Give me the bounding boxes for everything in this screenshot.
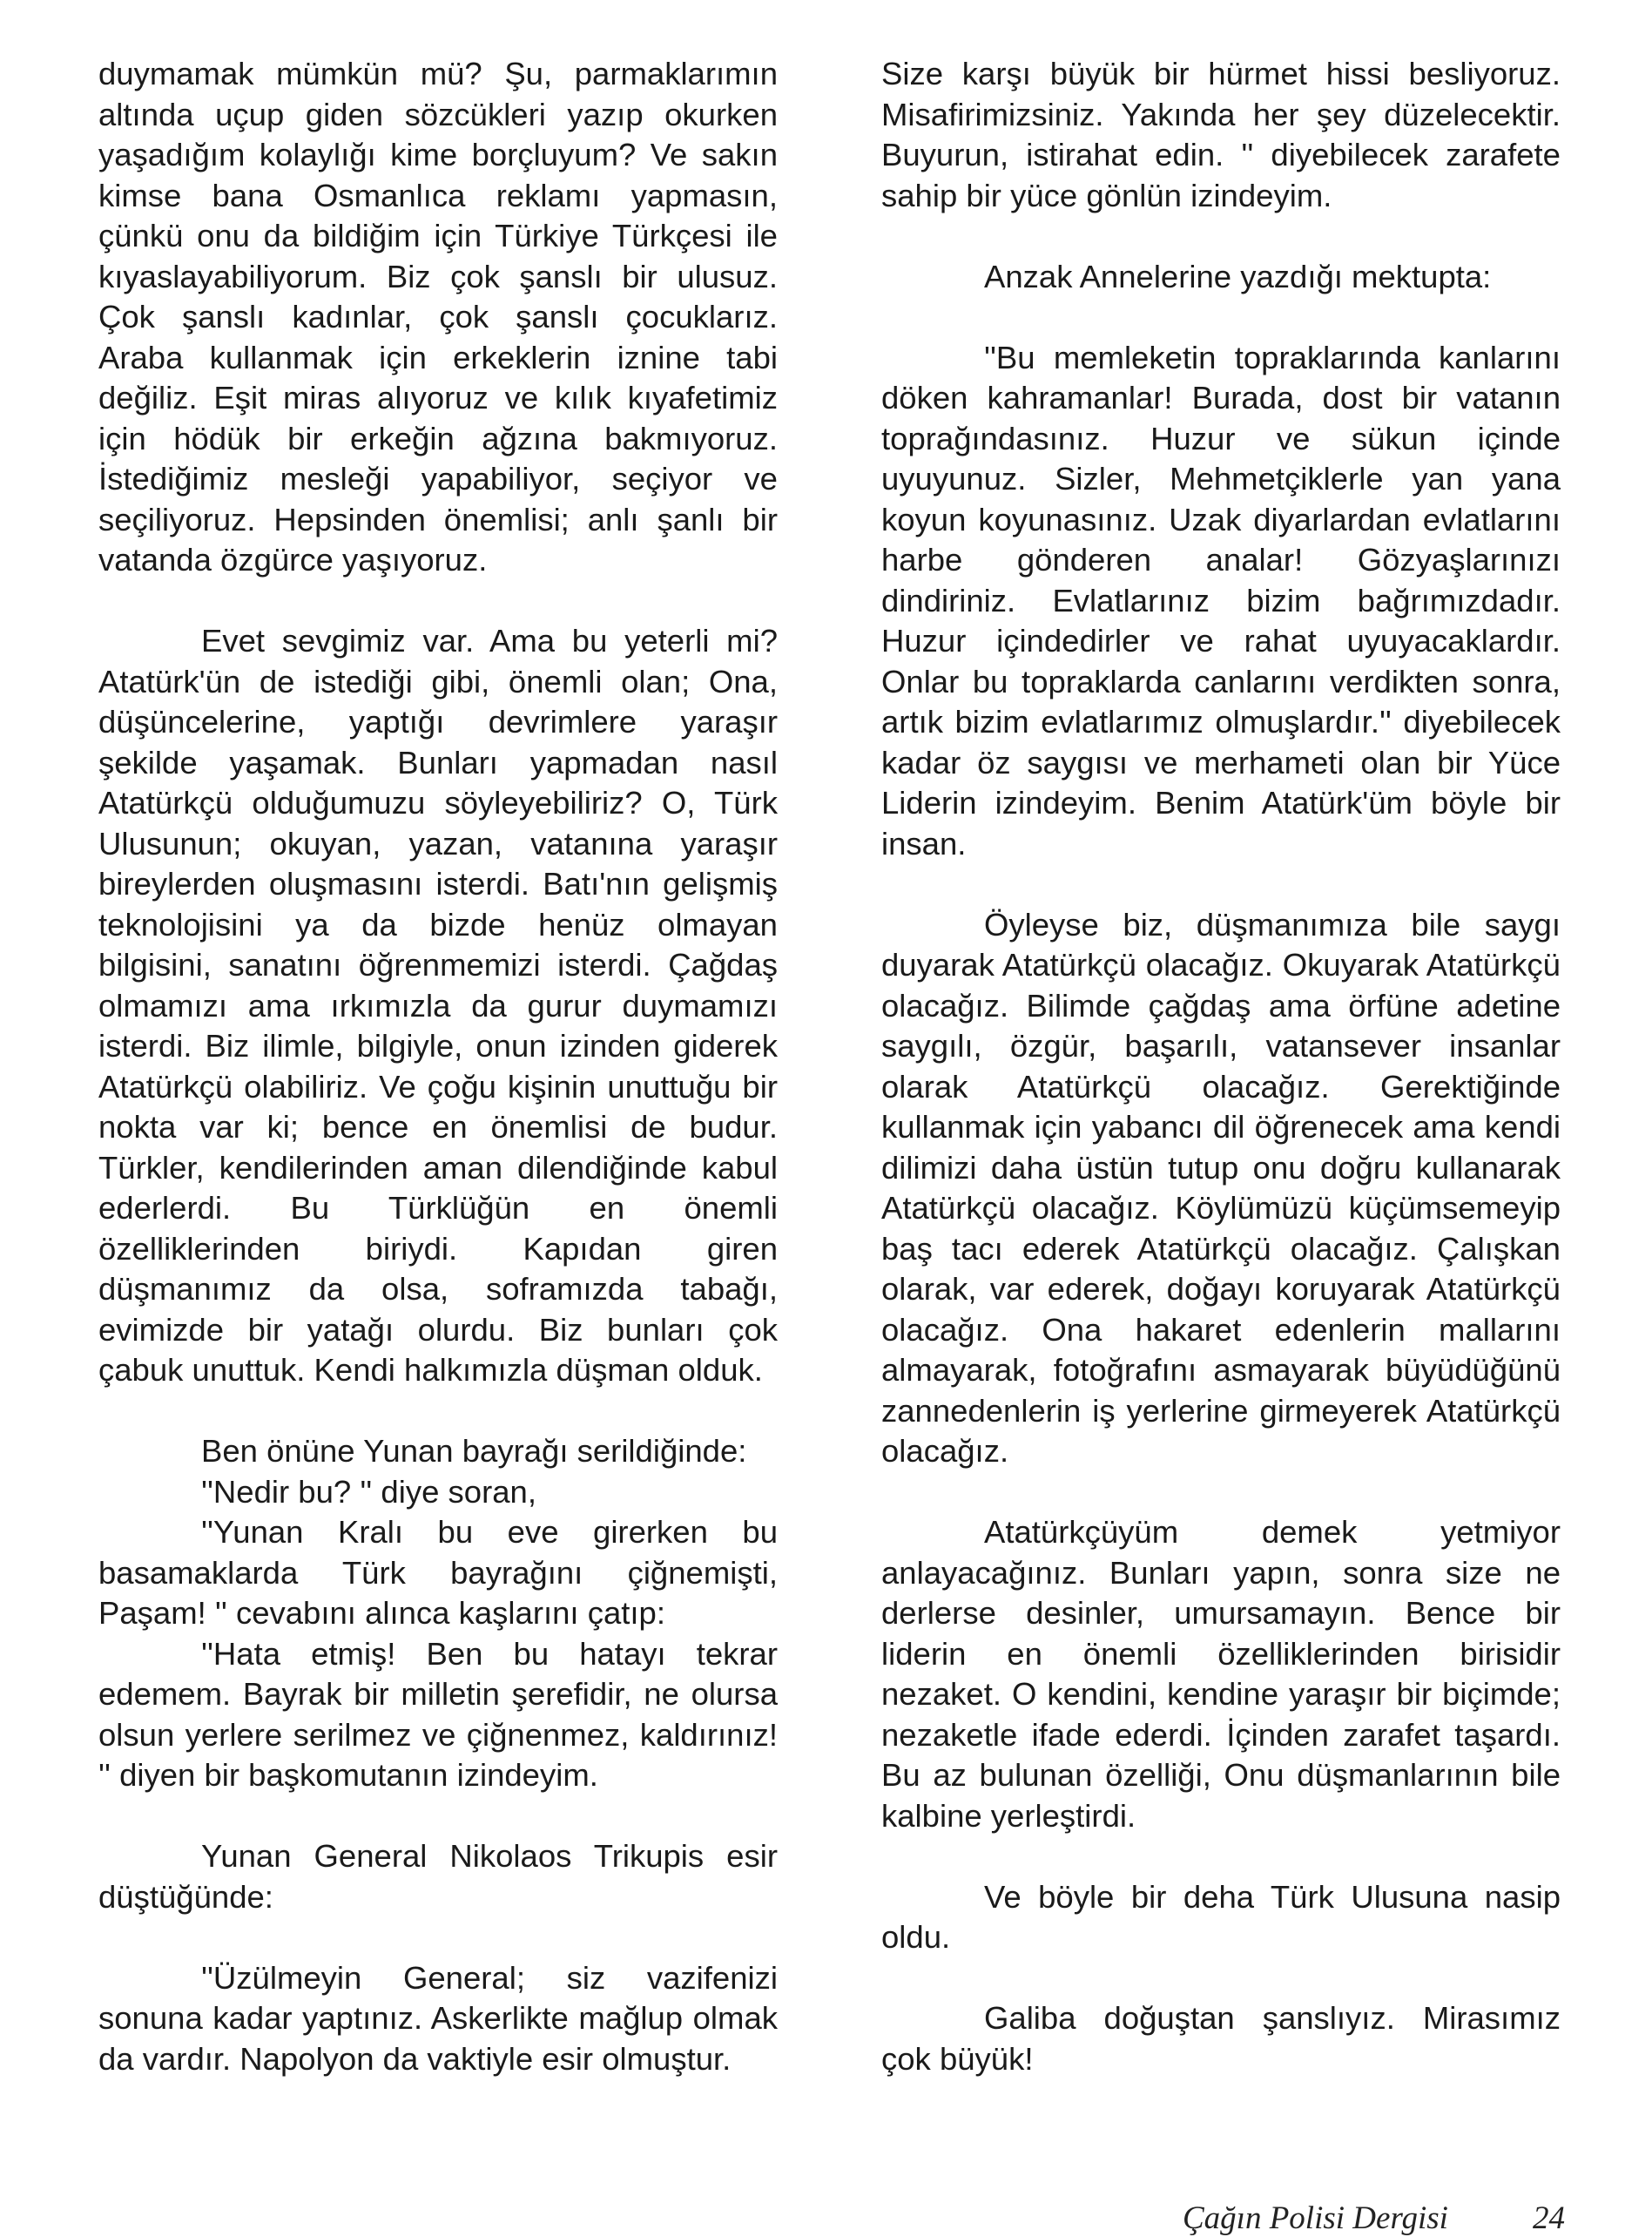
paragraph: Evet sevgimiz var. Ama bu yeterli mi? Atatürk'ün de istediği gibi, önemli olan; Ona, düşüncelerine, yaptığı devrimlere yaraşır şekilde yaşamak. Bunları yapmadan nasıl Atatürkçü olduğumuzu söyleyebiliriz? O, Türk Ulusunun; okuyan, yazan, vatanına yaraşır bireylerden oluşmasını isterdi. Batı'nın gelişmiş teknolojisini ya da bizde henüz olmayan bilgisini, sanatını öğrenmemizi isterdi. Çağdaş olmamızı ama ırkımızla da gurur duymamızı isterdi. Biz ilimle, bilgiyle, onun izinden giderek Atatürkçü olabiliriz. Ve çoğu kişinin unuttuğu bir nokta var ki; bence en önemlisi de budur. Türkler, kendilerinden aman dilendiğinde kabul ederlerdi. Bu Türklüğün en önemli özelliklerinden biriydi. Kapıdan giren düşmanımız da olsa, soframızda tabağı, evimizde bir yatağı olurdu. Biz bunları çok çabuk unuttuk. Kendi halkımızla düşman olduk. — [98, 623, 778, 1388]
paragraph: Yunan General Nikolaos Trikupis esir düştüğünde: — [98, 1838, 778, 1915]
paragraph: Öyleyse biz, düşmanımıza bile saygı duyarak Atatürkçü olacağız. Okuyarak Atatürkçü olacağız. Bilimde çağdaş ama örfüne adetine saygılı, özgür, başarılı, vatansever insanlar olarak Atatürkçü olacağız. Gerektiğinde kullanmak için yabancı dil öğrenecek ama kendi dilimizi daha üstün tutup onu doğru kullanarak Atatürkçü olacağız. Köylümüzü küçümsemeyip baş tacı ederek Atatürkçü olacağız. Çalışkan olarak, var ederek, doğayı koruyarak Atatürkçü olacağız. Ona hakaret edenlerin mallarını almayarak, fotoğrafını asmayarak büyüdüğünü zannedenlerin iş yerlerine girmeyerek Atatürkçü olacağız. — [881, 906, 1561, 1469]
quote-paragraph: ''Yunan Kralı bu eve girerken bu basamaklarda Türk bayrağını çiğnemişti, Paşam! '' cevabını alınca kaşlarını çatıp: — [98, 1514, 778, 1631]
paragraph: duymamak mümkün mü? Şu, parmaklarımın altında uçup giden sözcükleri yazıp okurken yaşadığım kolaylığı kime borçluyum? Ve sakın kimse bana Osmanlıca reklamı yapmasın, çünkü onu da bildiğim için Türkiye Türkçesi ile kıyaslayabiliyorum. Biz çok şanslı bir ulusuz. Çok şanslı kadınlar, çok şanslı çocuklarız. Araba kullanmak için erkeklerin iznine tabi değiliz. Eşit miras alıyoruz ve kılık kıyafetimiz için hödük bir erkeğin ağzına bakmıyoruz. İstediğimiz mesleği yapabiliyor, seçiyor ve seçiliyoruz. Hepsinden önemlisi; anlı şanlı bir vatanda özgürce yaşıyoruz. — [98, 56, 778, 578]
paragraph: Ve böyle bir deha Türk Ulusuna nasip oldu. — [881, 1878, 1561, 1955]
left-column — [98, 54, 778, 2079]
paragraph: Ben önüne Yunan bayrağı serildiğinde: — [201, 1433, 747, 1469]
page-number: 24 — [1533, 2200, 1565, 2236]
paragraph: Atatürkçüyüm demek yetmiyor anlayacağınız. Bunları yapın, sonra size ne derlerse desinler, umursamayın. Bence bir liderin en önemli özelliklerinden birisidir nezaket. O kendini, kendine yaraşır bir biçimde; nezaketle ifade ederdi. İçinden zarafet taşardı. Bu az bulunan özelliği, Onu düşmanlarının bile kalbine yerleştirdi. — [881, 1514, 1561, 1834]
quote-paragraph: ''Hata etmiş! Ben bu hatayı tekrar edemem. Bayrak bir milletin şerefidir, ne olursa olsun yerlere serilmez ve çiğnenmez, kaldırınız! '' diyen bir başkomutanın izindeyim. — [98, 1635, 778, 1793]
paragraph: Size karşı büyük bir hürmet hissi besliyoruz. Misafirimizsiniz. Yakında her şey düzelecektir. Buyurun, istirahat edin. '' diyebilecek zarafete sahip bir yüce gönlün izindeyim. — [881, 56, 1561, 213]
magazine-title: Çağın Polisi Dergisi — [1183, 2200, 1448, 2236]
paragraph: Galiba doğuştan şanslıyız. Mirasımız çok büyük! — [881, 2000, 1561, 2077]
quote-paragraph: ''Üzülmeyin General; siz vazifenizi sonuna kadar yaptınız. Askerlikte mağlup olmak da vardır. Napolyon da vaktiyle esir olmuştur. — [98, 1959, 778, 2077]
quote-paragraph: ''Bu memleketin topraklarında kanlarını döken kahramanlar! Burada, dost bir vatanın toprağındasınız. Huzur ve sükun içinde uyuyunuz. Sizler, Mehmetçiklerle yan yana koyun koyunasınız. Uzak diyarlardan evlatlarını harbe gönderen analar! Gözyaşlarınızı dindiriniz. Evlatlarınız bizim bağrımızdadır. Huzur içindedirler ve rahat uyuyacaklardır. Onlar bu topraklarda canlarını verdikten sonra, artık bizim evlatlarımız olmuşlardır.'' diyebilecek kadar öz saygısı ve merhameti olan bir Yüce Liderin izindeyim. Benim Atatürk'üm böyle bir insan. — [881, 339, 1561, 862]
right-column — [881, 54, 1561, 2079]
paragraph: Anzak Annelerine yazdığı mektupta: — [984, 258, 1492, 294]
quote-line: ''Nedir bu? '' diye soran, — [201, 1473, 536, 1510]
